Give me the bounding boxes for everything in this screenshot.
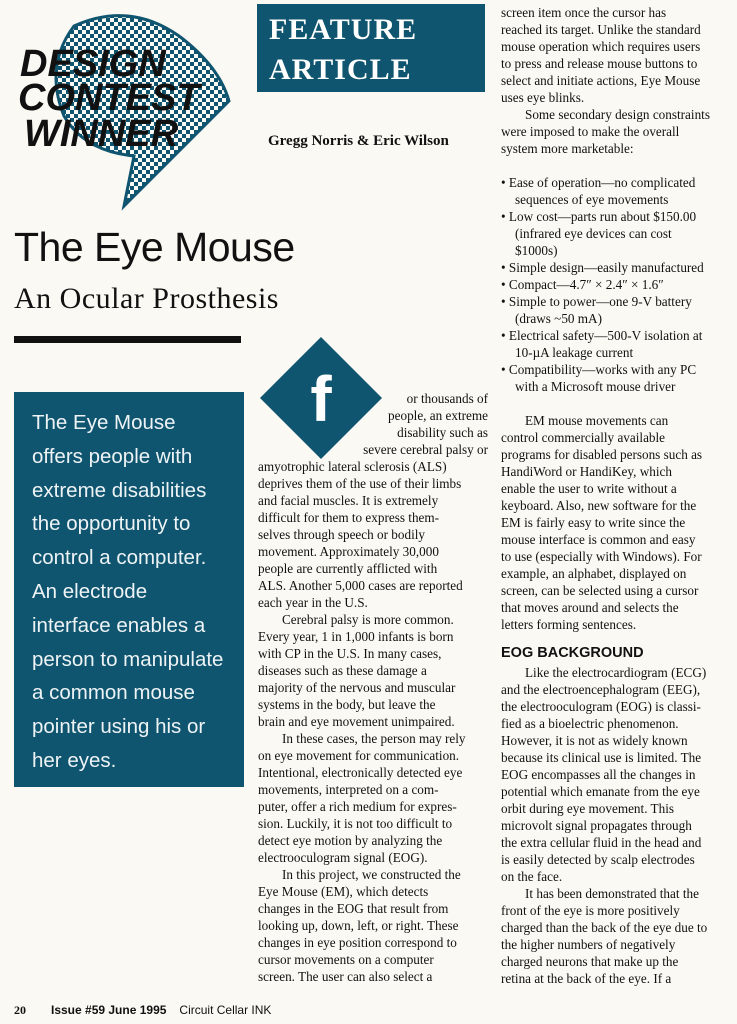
list-item-text: Ease of operation—no complicated	[508, 175, 696, 190]
feature-article-box	[257, 4, 485, 92]
text-line: looking up, down, left, or right. These	[258, 918, 459, 933]
feature-line-2: ARTICLE	[269, 53, 412, 86]
text-line: microvolt signal propagates through	[501, 818, 692, 833]
text-line: example, an alphabet, displayed on	[501, 566, 687, 581]
issue-info: Issue #59 June 1995	[51, 1003, 167, 1017]
list-item-text: Compact—4.7″ × 2.4″ × 1.6″	[508, 277, 664, 292]
text-line: uses eye blinks.	[501, 90, 585, 105]
callout-line: a common mouse	[32, 681, 195, 705]
text-line: deprives them of the use of their limbs	[258, 476, 462, 491]
text-line: people, an extreme	[388, 408, 488, 423]
text-line: screen, can be selected using a cursor	[501, 583, 699, 598]
callout-line: person to manipulate	[32, 647, 224, 671]
text-line: potential which emanate from the eye	[501, 784, 700, 799]
software-paragraph	[501, 412, 737, 633]
eog-paragraph	[501, 664, 737, 987]
text-line: screen item once the cursor has	[501, 5, 667, 20]
text-line: Cerebral palsy is more common.	[282, 612, 454, 627]
text-line: front of the eye is more positively	[501, 903, 680, 918]
text-line: cursor movements on a computer	[258, 952, 434, 967]
text-line: In this project, we constructed the	[282, 867, 461, 882]
text-line: Every year, 1 in 1,000 infants is born	[258, 629, 454, 644]
text-line: disability such as	[397, 425, 488, 440]
page-number: 20	[14, 1003, 26, 1017]
page-footer	[14, 1003, 271, 1018]
text-line: were imposed to make the overall	[501, 124, 680, 139]
publication-name: Circuit Cellar INK	[179, 1003, 272, 1017]
text-line: reached its target. Unlike the standard	[501, 22, 701, 37]
text-line: or thousands of	[406, 391, 488, 406]
spacer	[501, 633, 737, 642]
list-item-text: 10-µA leakage current	[515, 345, 634, 360]
text-line: mouse operation which requires users	[501, 39, 701, 54]
text-line: is easily detected by scalp electrodes	[501, 852, 695, 867]
list-item-text: Compatibility—works with any PC	[508, 362, 697, 377]
bullet-icon: •	[501, 277, 509, 292]
callout-line: control a computer.	[32, 546, 207, 570]
title-rule	[14, 336, 241, 343]
text-line: difficult for them to express them-	[258, 510, 440, 525]
bullet-icon: •	[501, 294, 509, 309]
list-item	[501, 174, 737, 208]
feature-line-1: FEATURE	[269, 13, 418, 46]
list-item	[501, 276, 737, 293]
callout-line: offers people with	[32, 444, 193, 468]
text-line: changes in eye position correspond to	[258, 935, 457, 950]
text-line: movements, interpreted on a com-	[258, 782, 439, 797]
constraints-list	[501, 174, 737, 395]
spacer	[501, 157, 737, 174]
text-line: diseases such as these damage a	[258, 663, 427, 678]
bullet-icon: •	[501, 362, 509, 377]
text-line: orbit during eye movement. This	[501, 801, 674, 816]
list-item-text: Low cost—parts run about $150.00	[508, 209, 697, 224]
callout-line: extreme disabilities	[32, 478, 207, 502]
spacer	[501, 395, 737, 412]
text-line: HandiWord or HandiKey, which	[501, 464, 672, 479]
list-item-text: Simple to power—one 9-V battery	[508, 294, 692, 309]
text-line: changes in the EOG that result from	[258, 901, 449, 916]
callout-line: An electrode	[32, 579, 148, 603]
text-line: on eye movement for communication.	[258, 748, 460, 763]
list-item-text: sequences of eye movements	[515, 192, 669, 207]
intro-paragraph	[501, 4, 737, 157]
list-item	[501, 259, 737, 276]
text-line: Eye Mouse (EM), which detects	[258, 884, 429, 899]
text-line: retina at the back of the eye. If a	[501, 971, 672, 986]
text-line: Some secondary design constraints	[525, 107, 710, 122]
text-line: that moves around and selects the	[501, 600, 679, 615]
text-line: with CP in the U.S. In many cases,	[258, 646, 442, 661]
text-line: Intentional, electronically detected eye	[258, 765, 463, 780]
text-line: movement. Approximately 30,000	[258, 544, 439, 559]
text-line: because its clinical use is limited. The	[501, 750, 702, 765]
logo-graphic	[14, 6, 244, 211]
logo-line-3: WINNER	[24, 113, 179, 155]
column-middle-body	[258, 458, 488, 985]
text-line: select and initiate actions, Eye Mouse	[501, 73, 701, 88]
text-line: charged than the back of the eye due to	[501, 920, 708, 935]
callout-line: The Eye Mouse	[32, 411, 176, 434]
article-title: The Eye Mouse	[14, 224, 295, 270]
callout-line: the opportunity to	[32, 512, 191, 536]
list-item-text: Simple design—easily manufactured	[508, 260, 704, 275]
list-item-text: Electrical safety—500-V isolation at	[508, 328, 703, 343]
text-line: and the electroencephalogram (EEG),	[501, 682, 701, 697]
text-line: on the face.	[501, 869, 563, 884]
text-line: keyboard. Also, new software for the	[501, 498, 697, 513]
list-item-text: $1000s)	[515, 243, 558, 258]
text-line: charged neurons that make up the	[501, 954, 679, 969]
text-line: ALS. Another 5,000 cases are reported	[258, 578, 463, 593]
drop-cap-letter: f	[310, 363, 332, 435]
text-line: systems in the body, but leave the	[258, 697, 436, 712]
text-line: Like the electrocardiogram (ECG)	[525, 665, 707, 680]
text-line: control commercially available	[501, 430, 666, 445]
text-line: to use (especially with Windows). For	[501, 549, 702, 564]
text-line: However, it is not as widely known	[501, 733, 688, 748]
text-line: brain and eye movement unimpaired.	[258, 714, 455, 729]
text-line: detect eye motion by analyzing the	[258, 833, 443, 848]
list-item	[501, 361, 737, 395]
section-heading-eog: EOG BACKGROUND	[501, 645, 644, 661]
list-item	[501, 293, 737, 327]
text-line: people are currently afflicted with	[258, 561, 438, 576]
bullet-icon: •	[501, 209, 509, 224]
logo-line-1: DESIGN	[20, 43, 166, 85]
list-item	[501, 208, 737, 259]
text-line: the electrooculogram (EOG) is classi-	[501, 699, 701, 714]
text-line: puter, offer a rich medium for expres-	[258, 799, 457, 814]
drop-cap-wrap-text	[258, 390, 488, 458]
list-item-text: (infrared eye devices can cost	[515, 226, 672, 241]
bullet-icon: •	[501, 175, 509, 190]
list-item	[501, 327, 737, 361]
list-item-text: with a Microsoft mouse driver	[515, 379, 676, 394]
text-line: electrooculogram signal (EOG).	[258, 850, 428, 865]
text-line: majority of the nervous and muscular	[258, 680, 456, 695]
text-line: screen. The user can also select a	[258, 969, 433, 984]
text-line: severe cerebral palsy or	[363, 442, 488, 457]
callout-box	[14, 392, 244, 787]
design-contest-winner-logo	[14, 6, 244, 211]
list-item-text: (draws ~50 mA)	[515, 311, 602, 326]
text-line: system more marketable:	[501, 141, 634, 156]
text-line: programs for disabled persons such as	[501, 447, 703, 462]
callout-line: her eyes.	[32, 748, 117, 772]
article-subtitle: An Ocular Prosthesis	[14, 282, 279, 315]
text-line: EM is fairly easy to write since the	[501, 515, 686, 530]
text-line: In these cases, the person may rely	[282, 731, 466, 746]
logo-line-2: CONTEST	[18, 77, 200, 119]
text-line: EOG encompasses all the changes in	[501, 767, 696, 782]
text-line: enable the user to write without a	[501, 481, 677, 496]
text-line: selves through speech or bodily	[258, 527, 426, 542]
text-line: to press and release mouse buttons to	[501, 56, 698, 71]
text-line: the extra cellular fluid in the head and	[501, 835, 702, 850]
text-line: EM mouse movements can	[525, 413, 669, 428]
text-line: letters forming sentences.	[501, 617, 637, 632]
text-line: It has been demonstrated that the	[525, 886, 699, 901]
text-line: amyotrophic lateral sclerosis (ALS)	[258, 459, 447, 474]
column-right	[501, 4, 737, 987]
column-middle	[258, 390, 488, 985]
text-line: the higher numbers of negatively	[501, 937, 676, 952]
text-line: mouse interface is common and easy	[501, 532, 696, 547]
authors-byline: Gregg Norris & Eric Wilson	[268, 133, 449, 149]
text-line: each year in the U.S.	[258, 595, 368, 610]
text-line: sion. Luckily, it is not too difficult to	[258, 816, 453, 831]
text-line: fied as a bioelectric phenomenon.	[501, 716, 679, 731]
bullet-icon: •	[501, 260, 509, 275]
callout-line: pointer using his or	[32, 715, 206, 739]
text-line: and facial muscles. It is extremely	[258, 493, 439, 508]
bullet-icon: •	[501, 328, 509, 343]
callout-line: interface enables a	[32, 613, 206, 637]
